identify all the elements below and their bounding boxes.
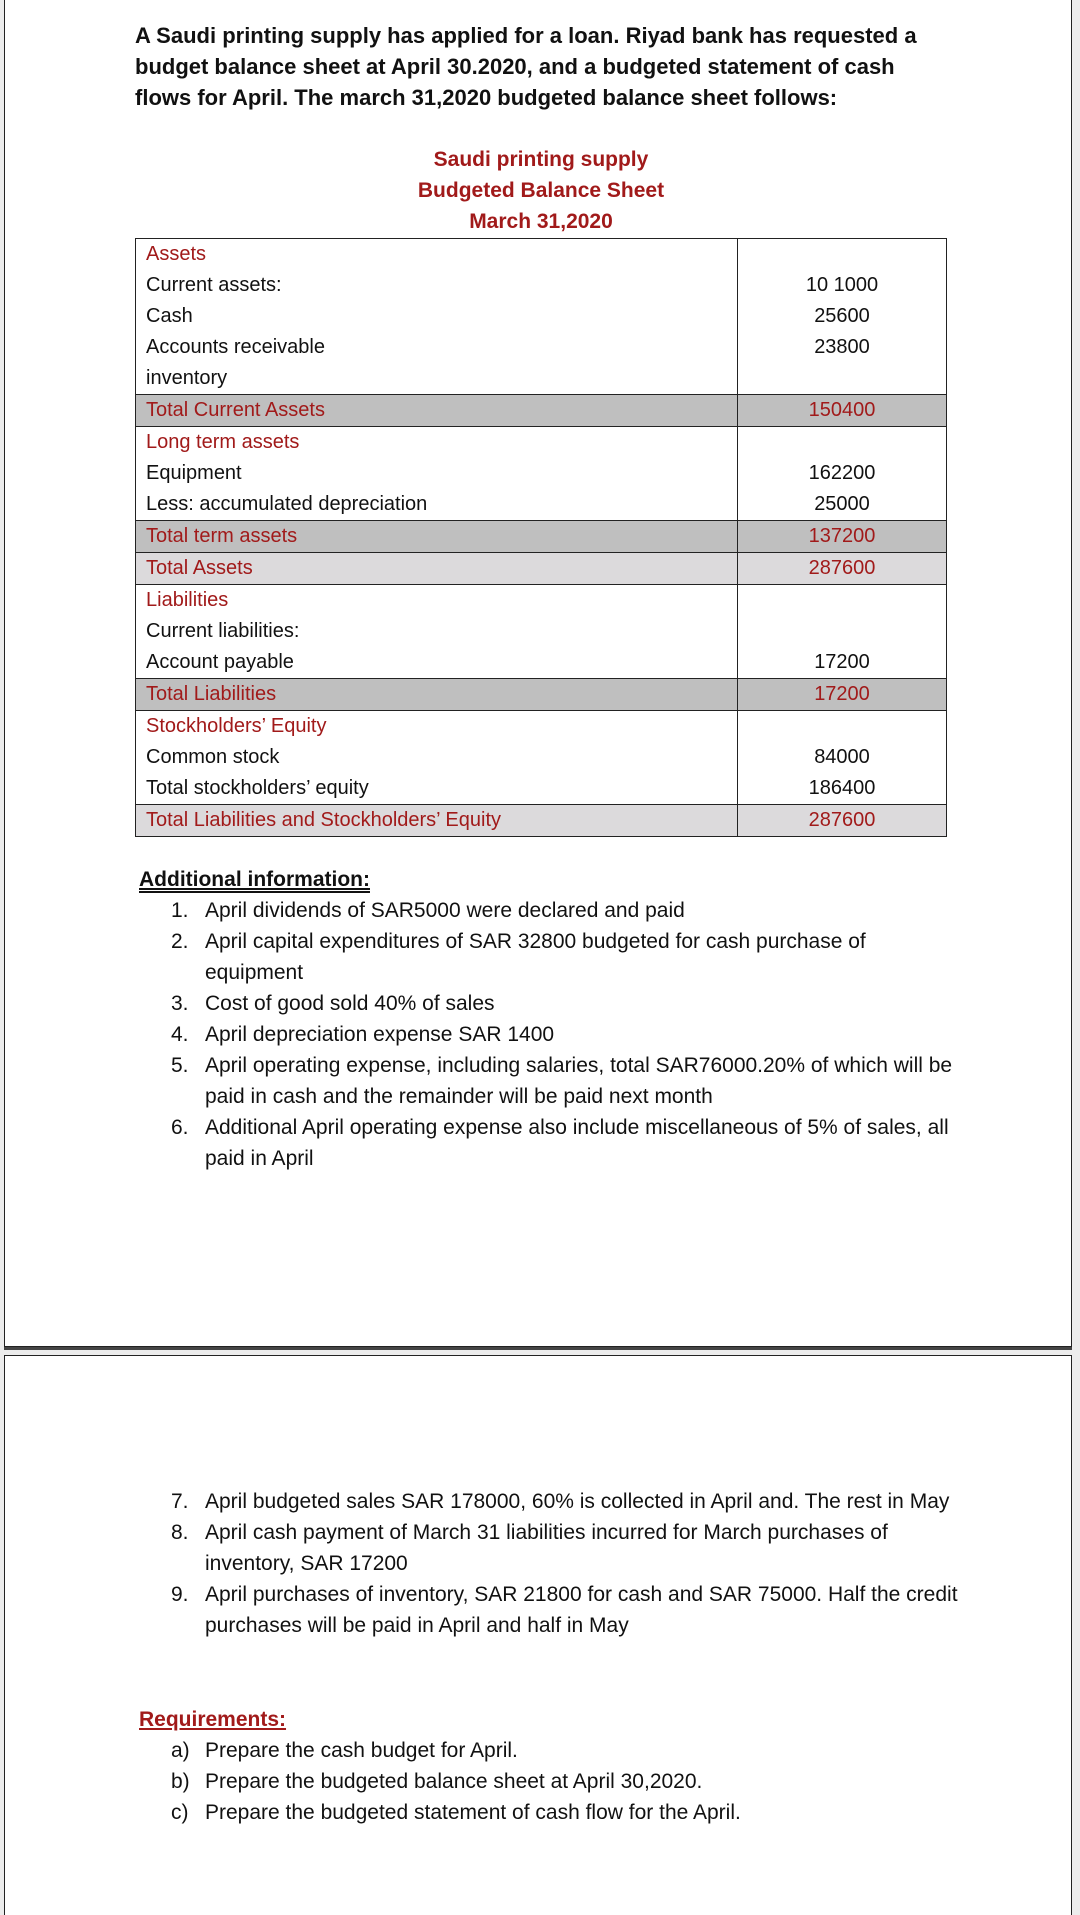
row-value: 287600 xyxy=(808,557,876,579)
table-row-total-term-assets xyxy=(136,521,947,553)
list-item: c) Prepare the budgeted statement of cash flow for the April. xyxy=(171,1801,741,1824)
row-label: Total Liabilities xyxy=(146,683,277,705)
row-value: 150400 xyxy=(808,399,876,421)
document-page-1 xyxy=(4,0,1072,1347)
list-item: 9. April purchases of inventory, SAR 21800 for cash and SAR 75000. Half the credit purchases will be paid in April and half in May xyxy=(171,1583,958,1637)
list-item: 3. Cost of good sold 40% of sales xyxy=(171,992,495,1015)
requirements-heading: Requirements: xyxy=(139,1708,287,1731)
additional-info-heading: Additional information: xyxy=(139,868,370,891)
row-label: Total Liabilities and Stockholders’ Equity xyxy=(146,809,502,831)
row-value: 137200 xyxy=(808,525,876,547)
company-name: Saudi printing supply xyxy=(433,148,649,171)
row-label: Total Current Assets xyxy=(146,399,325,421)
row-value: 162200 xyxy=(808,462,876,484)
row-value: 17200 xyxy=(814,683,870,705)
balance-sheet-table xyxy=(135,238,947,837)
table-row-liabilities xyxy=(136,585,947,679)
statement-date: March 31,2020 xyxy=(469,210,613,233)
list-item: 7. April budgeted sales SAR 178000, 60% is collected in April and. The rest in May xyxy=(171,1490,950,1513)
row-value xyxy=(738,239,946,270)
row-label: Cash xyxy=(146,305,193,327)
row-value: 23800 xyxy=(814,336,870,358)
row-label: Account payable xyxy=(146,651,294,673)
row-value: 10 1000 xyxy=(805,274,879,296)
row-value xyxy=(738,616,946,647)
row-value xyxy=(738,711,946,742)
table-row-long-term-assets xyxy=(136,427,947,521)
additional-info-list-continued xyxy=(139,1486,959,1641)
list-item: 5. April operating expense, including salaries, total SAR76000.20% of which will be paid in cash and the remainder will be paid next month xyxy=(171,1054,953,1108)
section-label-long-term: Long term assets xyxy=(146,431,300,453)
list-item: 8. April cash payment of March 31 liabilities incurred for March purchases of inventory, SAR 17200 xyxy=(171,1521,888,1575)
list-item: 2. April capital expenditures of SAR 32800 budgeted for cash purchase of equipment xyxy=(171,930,866,984)
table-row-total-assets xyxy=(136,553,947,585)
row-label: Total stockholders’ equity xyxy=(146,777,369,799)
table-row-equity xyxy=(136,711,947,805)
table-row-total-liabilities-equity xyxy=(136,805,947,837)
section-label-equity: Stockholders’ Equity xyxy=(146,715,327,737)
row-label: inventory xyxy=(146,367,228,389)
row-value xyxy=(738,585,946,616)
list-item: 4. April depreciation expense SAR 1400 xyxy=(171,1023,555,1046)
row-label: Current assets: xyxy=(146,274,282,296)
row-label: Total Assets xyxy=(146,557,253,579)
section-label-liabilities: Liabilities xyxy=(146,589,229,611)
requirements-list xyxy=(139,1735,959,1828)
row-label: Equipment xyxy=(146,462,242,484)
row-value xyxy=(738,427,946,458)
row-value: 186400 xyxy=(808,777,876,799)
problem-statement: A Saudi printing supply has applied for a loan. Riyad bank has requested a budget balance sheet at April 30.2020, and a budgeted statement of cash flows for April. The march 31,2020 budgeted balance sheet follows: xyxy=(135,23,917,110)
row-value: 84000 xyxy=(814,746,870,768)
row-value xyxy=(738,363,946,394)
statement-title: Budgeted Balance Sheet xyxy=(417,179,665,202)
row-label: Total term assets xyxy=(146,525,298,547)
list-item: 1. April dividends of SAR5000 were declared and paid xyxy=(171,899,685,922)
additional-info-list xyxy=(139,895,959,1174)
row-value: 25600 xyxy=(814,305,870,327)
section-label-assets: Assets xyxy=(146,243,207,265)
document-page-2 xyxy=(4,1355,1072,1915)
list-item: a) Prepare the cash budget for April. xyxy=(171,1739,518,1762)
list-item: b) Prepare the budgeted balance sheet at April 30,2020. xyxy=(171,1770,703,1793)
row-label: Common stock xyxy=(146,746,280,768)
row-label: Less: accumulated depreciation xyxy=(146,493,428,515)
balance-sheet-heading xyxy=(135,144,947,237)
row-value: 17200 xyxy=(814,651,870,673)
row-label: Current liabilities: xyxy=(146,620,300,642)
table-row-current-assets xyxy=(136,239,947,395)
row-value: 287600 xyxy=(808,809,876,831)
row-label: Accounts receivable xyxy=(146,336,325,358)
list-item: 6. Additional April operating expense also include miscellaneous of 5% of sales, all paid in April xyxy=(171,1116,949,1170)
table-row-total-current-assets xyxy=(136,395,947,427)
table-row-total-liabilities xyxy=(136,679,947,711)
row-value: 25000 xyxy=(814,493,870,515)
